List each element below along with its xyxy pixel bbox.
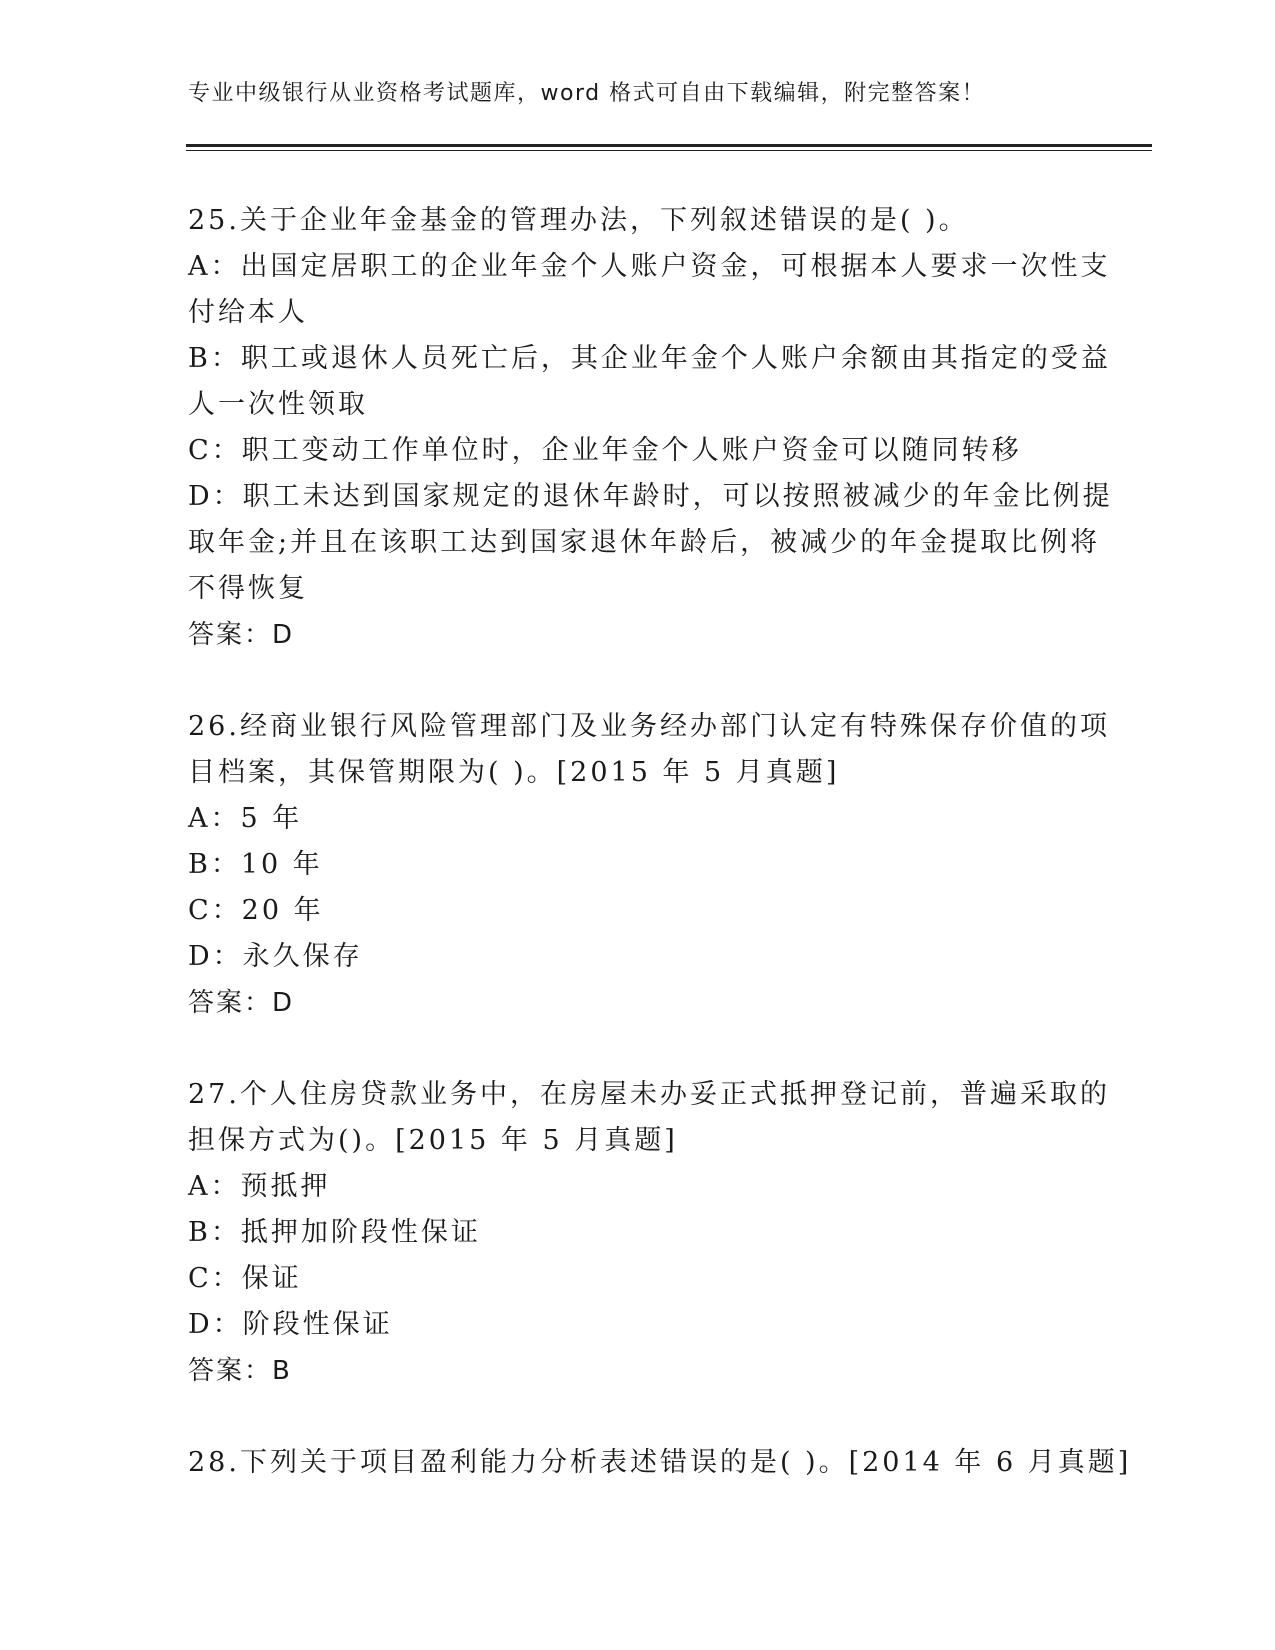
header-rule-thin: [186, 150, 1152, 151]
option-c: C：保证: [188, 1263, 302, 1294]
option-a: A：5 年: [188, 803, 303, 834]
option-c: C：职工变动工作单位时，企业年金个人账户资金可以随同转移: [188, 435, 1022, 466]
page-header: 专业中级银行从业资格考试题库，word 格式可自由下载编辑，附完整答案！: [188, 81, 986, 106]
answer-label: 答案：D: [188, 988, 295, 1018]
option-a: A：出国定居职工的企业年金个人账户资金，可根据本人要求一次性支: [188, 251, 1111, 282]
question-stem: 25.关于企业年金基金的管理办法，下列叙述错误的是( )。: [188, 205, 969, 236]
spacer: [188, 658, 1088, 704]
option-d: D：职工未达到国家规定的退休年龄时，可以按照被减少的年金比例提: [188, 481, 1113, 512]
option-a: A：预抵押: [188, 1171, 331, 1202]
option-b: B：职工或退休人员死亡后，其企业年金个人账户余额由其指定的受益: [188, 343, 1111, 374]
question-stem-continued: 目档案，其保管期限为( )。[2015 年 5 月真题]: [188, 757, 840, 788]
header-rule-thick: [186, 144, 1152, 147]
option-a-continued: 付给本人: [188, 297, 308, 328]
question-stem: 26.经商业银行风险管理部门及业务经办部门认定有特殊保存价值的项: [188, 711, 1110, 742]
option-b: B：抵押加阶段性保证: [188, 1217, 481, 1248]
answer-label: 答案：B: [188, 1356, 292, 1386]
spacer: [188, 1026, 1088, 1072]
option-d-continued: 取年金;并且在该职工达到国家退休年龄后，被减少的年金提取比例将: [188, 527, 1101, 558]
question-27: [188, 1072, 1110, 1394]
spacer: [188, 1394, 1088, 1440]
question-list: [188, 198, 1132, 1486]
question-25: [188, 198, 1113, 658]
question-stem: 27.个人住房贷款业务中，在房屋未办妥正式抵押登记前，普遍采取的: [188, 1079, 1110, 1110]
option-b: B：10 年: [188, 849, 323, 880]
question-28: [188, 1440, 1132, 1486]
answer-label: 答案：D: [188, 620, 295, 650]
option-b-continued: 人一次性领取: [188, 389, 368, 420]
question-stem-continued: 担保方式为()。[2015 年 5 月真题]: [188, 1125, 678, 1156]
option-d-continued: 不得恢复: [188, 573, 308, 604]
question-26: [188, 704, 1110, 1026]
option-d: D：阶段性保证: [188, 1309, 393, 1340]
option-d: D：永久保存: [188, 941, 363, 972]
question-stem: 28.下列关于项目盈利能力分析表述错误的是( )。[2014 年 6 月真题]: [188, 1447, 1132, 1478]
option-c: C：20 年: [188, 895, 324, 926]
